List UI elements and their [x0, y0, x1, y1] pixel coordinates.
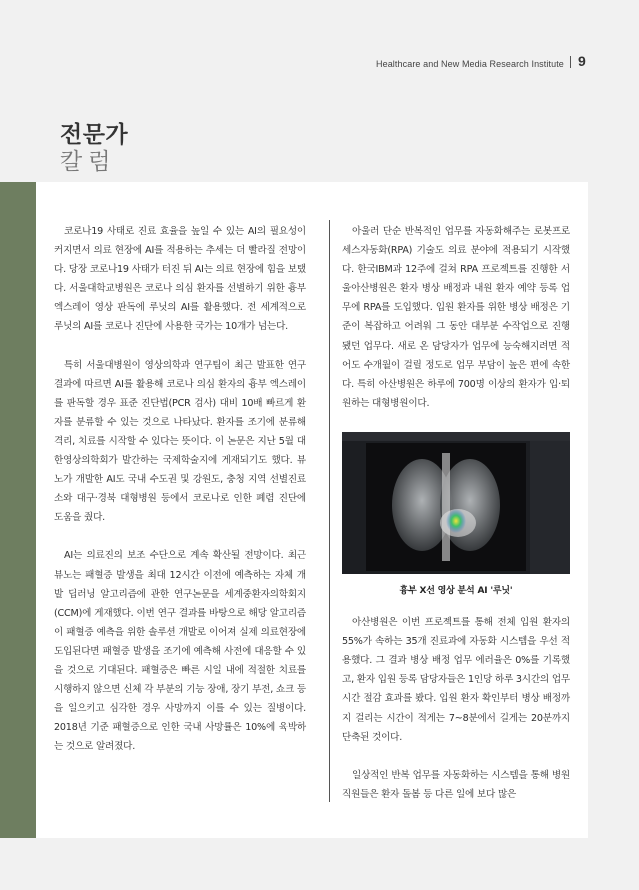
xray-figure: [342, 432, 570, 574]
article-body: [36, 182, 588, 838]
paragraph: 코로나19 사태로 진료 효율을 높일 수 있는 AI의 필요성이 커지면서 의료 현장에 AI를 적용하는 추세는 더 빨라질 전망이다. 당장 코로나19 사태가 터진 뒤 AI는 의료 현장에 힘을 보탰다. 서울대학교병원은 코로나 의심 환자를 선별하기 위한 흉부 엑스레이 영상 판독에 루닛의 AI를 활용했다. 전 세계적으로 루닛의 AI를 코로나 진단에 사용한 국가는 10개가 넘는다.: [54, 226, 306, 333]
side-accent-bar: [0, 182, 36, 838]
page-number: 9: [578, 53, 586, 69]
left-column: [54, 222, 306, 775]
viewer-side-panel: [530, 441, 570, 574]
viewer-toolbar: [342, 432, 570, 441]
chest-xray-graphic: [366, 443, 526, 571]
right-column: [342, 222, 570, 823]
xray-image: [366, 443, 526, 571]
paragraph: 아산병원은 이번 프로젝트를 통해 전체 입원 환자의 55%가 속하는 35개 진료과에 자동화 시스템을 우선 적용했다. 그 결과 병상 배정 업무 에러율은 0%를 기록했고, 환자 입원 등록 담당자들은 1인당 하루 3시간의 업무시간 절감 효과를 봤다. 입원 환자 확인부터 병상 배정까지 걸리는 시간이 적게는 7~8분에서 길게는 20분까지 단축된 것이다.: [342, 617, 570, 743]
paragraph: 일상적인 반복 업무를 자동화하는 시스템을 통해 병원 직원들은 환자 돌봄 등 다른 일에 보다 많은: [342, 769, 570, 800]
header-institute: Healthcare and New Media Research Institute: [376, 59, 564, 69]
column-divider: [329, 220, 330, 802]
paragraph: 아울러 단순 반복적인 업무를 자동화해주는 로봇프로세스자동화(RPA) 기술도 의료 분야에 적용되기 시작했다. 한국IBM과 12주에 걸쳐 RPA 프로젝트를 진행한 서울아산병원은 환자 병상 배정과 내원 환자 예약 등록 업무에 RPA를 도입했다. 입원 환자를 위한 병상 배정은 기준이 복잡하고 어려워 그 동안 대부분 수작업으로 진행됐던 업무다. 새로 온 담당자가 업무에 능숙해지려면 적어도 수개월이 걸릴 정도로 업무 부담이 높은 편에 속한다. 특히 아산병원은 하루에 700명 이상의 환자가 입·퇴원하는 대형병원이다.: [342, 226, 570, 409]
paragraph: AI는 의료진의 보조 수단으로 계속 확산될 전망이다. 최근 뷰노는 패혈증 발생을 최대 12시간 이전에 예측하는 자체 개발 딥러닝 알고리즘에 관한 연구논문을 세계중환자의학회지(CCM)에 게재했다. 이번 연구 결과를 바탕으로 해당 알고리즘이 패혈증 예측을 위한 솔루션 개발로 이어져 실제 의료현장에 도입된다면 패혈증 발생을 조기에 예측해 사전에 대응할 수 있을 것으로 기대된다. 패혈증은 빠른 시일 내에 적절한 치료를 시행하지 않으면 신체 각 부분의 기능 장애, 장기 부전, 쇼크 등을 일으키고 심각한 경우 사망까지 이를 수 있는 질병이다. 2018년 기준 패혈증으로 인한 국내 사망률은 10%에 육박하는 것으로 알려졌다.: [54, 550, 306, 753]
section-subtitle: 칼럼: [60, 149, 117, 175]
figure-caption: 흉부 X선 영상 분석 AI '루닛': [399, 585, 513, 596]
header-separator: [570, 56, 571, 68]
section-title: 전문가: [60, 122, 129, 148]
paragraph: 특히 서울대병원이 영상의학과 연구팀이 최근 발표한 연구 결과에 따르면 AI를 활용해 코로나 의심 환자의 흉부 엑스레이를 판독할 경우 표준 진단법(PCR 검사) 대비 10배 빠르게 환자를 분류할 수 있는 것으로 나타났다. 환자를 조기에 분류해 격리, 치료를 시작할 수 있다는 뜻이다. 이 논문은 지난 5월 대한영상의학회가 발간하는 국제학술지에 게재되기도 했다. 뷰노가 개발한 AI도 국내 수도권 및 강원도, 충청 지역 선별진료소와 대구·경북 대형병원 등에서 코로나로 인한 폐렴 진단에 도움을 줬다.: [54, 359, 306, 524]
